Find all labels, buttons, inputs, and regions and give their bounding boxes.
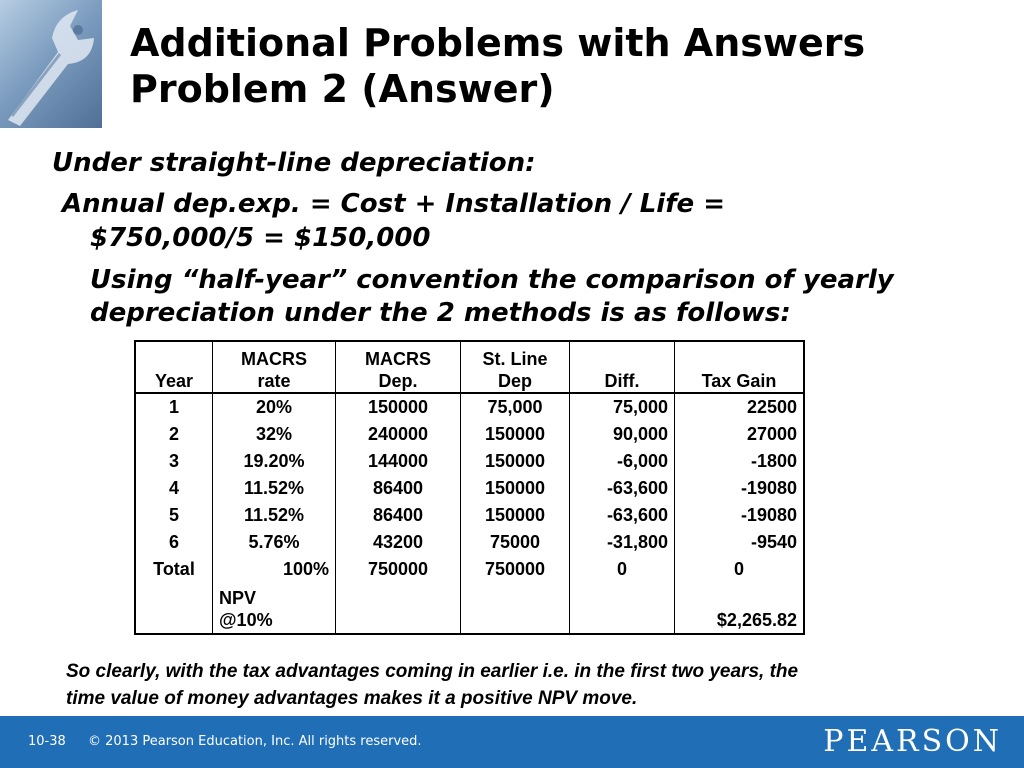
conclusion-note [66,658,966,712]
pearson-logo: PEARSON [823,724,1002,759]
cell-rate: 11.52% [213,475,336,502]
cell-npv-label: NPV @10% [213,583,336,634]
table-row-total [135,556,804,583]
conclusion-line-2: time value of money advantages makes it a positive NPV move. [66,688,638,709]
cell-diff: 0 [570,556,675,583]
cell-tax-gain: 0 [675,556,805,583]
cell-tax-gain: -1800 [675,448,805,475]
cell-tax-gain: -9540 [675,529,805,556]
title-line-1: Additional Problems with Answers [130,21,866,65]
table-row [135,475,804,502]
table-row-npv [135,583,804,634]
cell-st-line-dep: 75,000 [461,393,570,421]
cell-tax-gain: -19080 [675,502,805,529]
cell-year: 1 [135,393,213,421]
cell-year: 4 [135,475,213,502]
cell-diff: 90,000 [570,421,675,448]
cell-macrs-dep: 86400 [336,502,461,529]
cell-empty [336,583,461,634]
cell-st-line-dep: 150000 [461,421,570,448]
title-line-2: Problem 2 (Answer) [130,67,555,111]
cell-diff: -63,600 [570,502,675,529]
cell-year: 6 [135,529,213,556]
annual-dep-line: Annual dep.exp. = Cost + Installation / Life = [62,189,725,219]
cell-st-line-dep: 150000 [461,475,570,502]
table-row [135,421,804,448]
cell-npv-value: $2,265.82 [675,583,805,634]
cell-macrs-dep: 240000 [336,421,461,448]
cell-st-line-dep: 750000 [461,556,570,583]
cell-tax-gain: 27000 [675,421,805,448]
heading-straight-line: Under straight-line depreciation: [52,148,536,178]
footer-bar [0,716,1024,768]
table-row [135,502,804,529]
table-row [135,448,804,475]
cell-tax-gain: 22500 [675,393,805,421]
annual-dep-value: $750,000/5 = $150,000 [90,223,431,253]
conclusion-line-1: So clearly, with the tax advantages coming in earlier i.e. in the first two years, the [66,661,799,682]
cell-macrs-dep: 750000 [336,556,461,583]
cell-macrs-dep: 43200 [336,529,461,556]
table-row [135,529,804,556]
cell-diff: 75,000 [570,393,675,421]
header-st-line-dep: St. Line Dep [461,341,570,393]
cell-rate: 32% [213,421,336,448]
cell-tax-gain: -19080 [675,475,805,502]
cell-rate: 20% [213,393,336,421]
header-macrs-rate: MACRS rate [213,341,336,393]
table-row [135,393,804,421]
cell-rate: 5.76% [213,529,336,556]
header-year: Year [135,341,213,393]
cell-st-line-dep: 150000 [461,448,570,475]
cell-rate: 100% [213,556,336,583]
cell-total-label: Total [135,556,213,583]
cell-empty [135,583,213,634]
copyright-text: © 2013 Pearson Education, Inc. All rights reserved. [88,734,422,749]
cell-diff: -6,000 [570,448,675,475]
cell-macrs-dep: 150000 [336,393,461,421]
header-macrs-dep: MACRS Dep. [336,341,461,393]
cell-diff: -63,600 [570,475,675,502]
cell-st-line-dep: 150000 [461,502,570,529]
depreciation-table [134,340,805,635]
cell-empty [570,583,675,634]
cell-rate: 19.20% [213,448,336,475]
slide-title [130,20,1010,112]
cell-macrs-dep: 144000 [336,448,461,475]
cell-st-line-dep: 75000 [461,529,570,556]
wrench-graphic [0,0,102,128]
table-header-row [135,341,804,393]
cell-year: 3 [135,448,213,475]
header-tax-gain: Tax Gain [675,341,805,393]
half-year-line-1: Using “half-year” convention the comparison of yearly [90,265,894,295]
half-year-line-2: depreciation under the 2 methods is as follows: [90,298,791,328]
cell-year: 2 [135,421,213,448]
cell-year: 5 [135,502,213,529]
header-diff: Diff. [570,341,675,393]
wrench-icon [0,0,102,128]
cell-rate: 11.52% [213,502,336,529]
cell-macrs-dep: 86400 [336,475,461,502]
cell-diff: -31,800 [570,529,675,556]
cell-empty [461,583,570,634]
page-number: 10-38 [28,734,66,749]
